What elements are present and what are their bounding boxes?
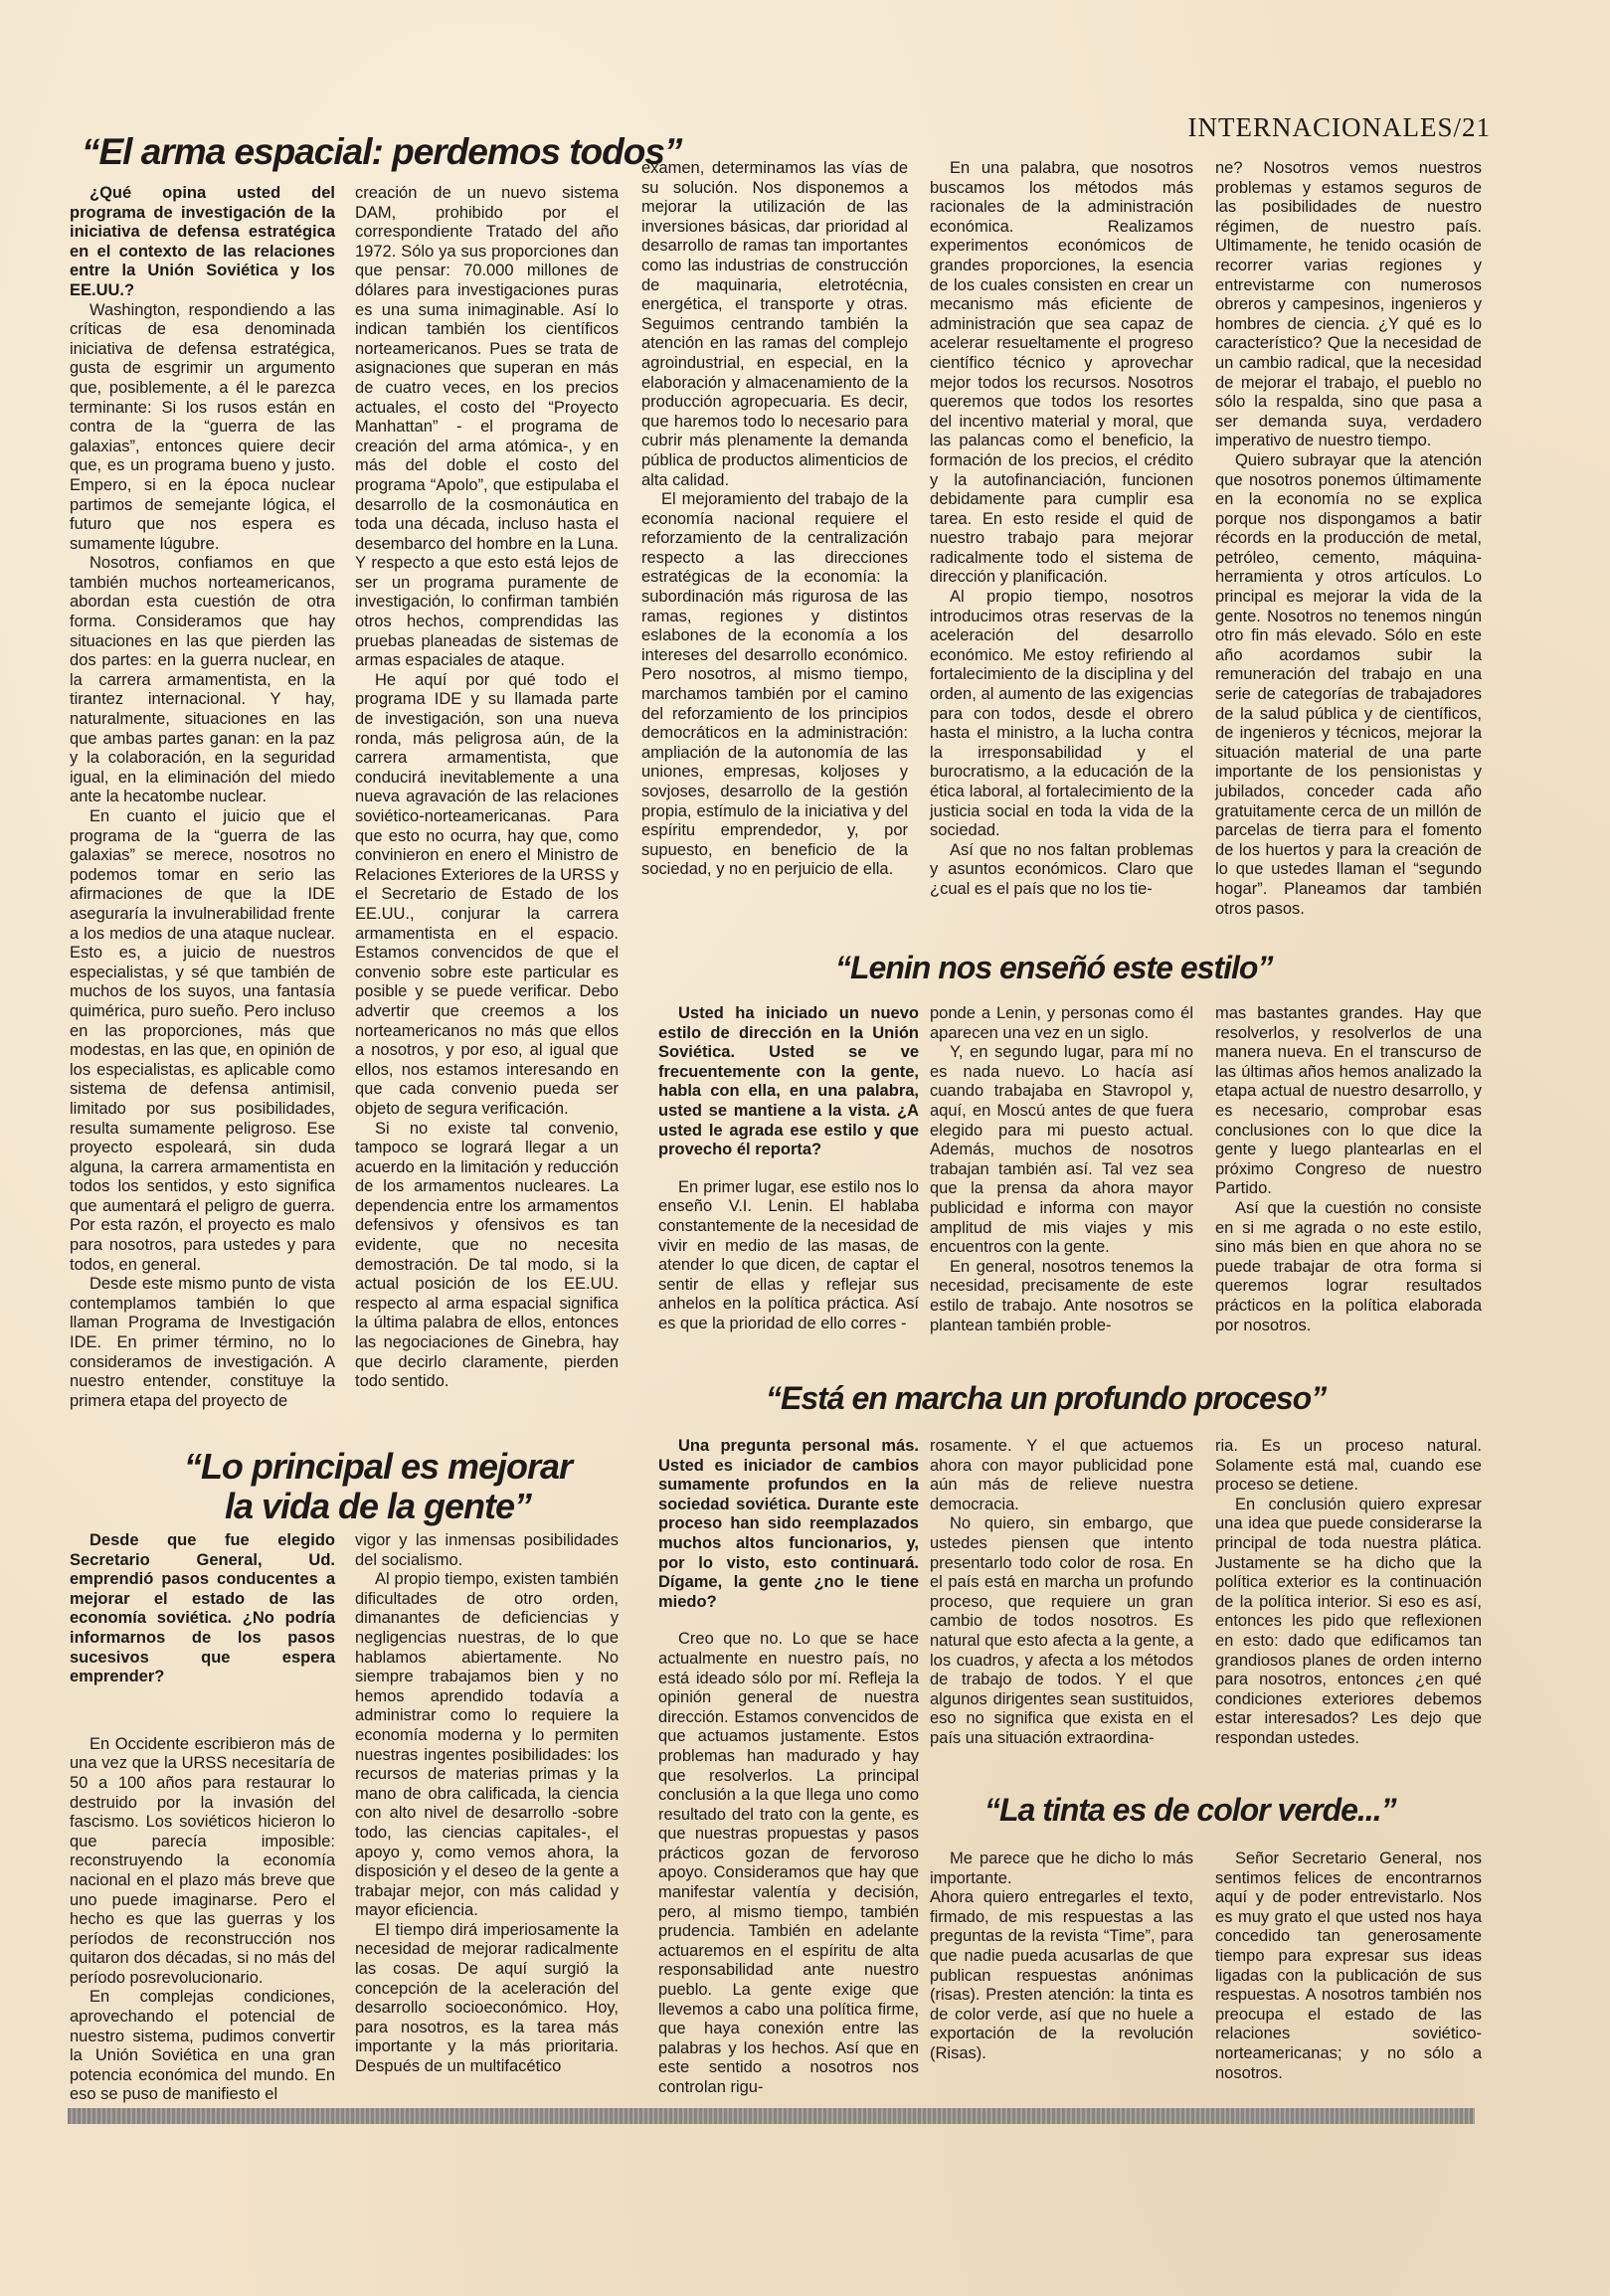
paragraph: Creo que no. Lo que se hace actualmente en nuestro país, no está ideado sólo por mí. Refleja la opinión general de nuestra dirección. Estamos convencidos de que actuamos justamente. Estos problemas han madurado y hay que resolverlos. La principal conclusión a la que llega uno como resultado del trato con la gente, es que nuestras propuestas y pasos prácticos gozan de fervoroso apoyo. Consideramos que hay que manifestar valentía y decisión, pero, al mismo tiempo, también prudencia. También en adelante actuaremos en el espíritu de alta responsabilidad ante nuestro pueblo. La gente exige que llevemos a cabo una política firme, que haya conexión entre las palabras y los hechos. Así que en este sentido a nosotros nos controlan rigu- <box>658 1630 919 2096</box>
column-5-bottom <box>1215 1850 1482 2098</box>
column-1-top <box>70 184 335 1427</box>
paragraph: Al propio tiempo, existen también dificultades de otro orden, dimanantes de deficiencias y negligencias nuestras, de lo que hablamos abiertamente. No siempre trabajamos bien y no hemos aprendido todavía a administrar como lo requiere la economía moderna y lo permiten nuestras ingentes posibilidades: los recursos de materias primas y la mano de obra calificada, la ciencia con alto nivel de desarrollo -sobre todo, las ciencias capitales-, el apoyo y, como vemos ahora, la disposición y el deseo de la gente a trabajar mejor, con más calidad y mayor eficiencia. <box>355 1570 619 1920</box>
paragraph: El mejoramiento del trabajo de la economía nacional requiere el reforzamiento de la centralización respecto a las direcciones estratégicas de la economía: la subordinación más rigurosa de las ramas, regiones y distintos eslabones de la economía a los intereses del desarrollo económico. Pero nosotros, al mismo tiempo, marchamos también por el camino del reforzamiento de los principios democráticos en la administración: ampliación de la autonomía de las uniones, empresas, koljoses y sovjoses, desarrollo de la gestión propia, estímulo de la iniciativa y del espíritu emprendedor, y, por supuesto, en beneficio de la sociedad, y no en perjuicio de ella. <box>641 490 908 879</box>
paragraph: No quiero, sin embargo, que ustedes piensen que intento presentarlo todo color de rosa. En el país está en marcha un profundo proceso, que requiere un gran cambio de todos nosotros. Es natural que esto afecta a la gente, a los cuadros, y afecta a los métodos de trabajo de todos. Y el que algunos dirigentes sean sustituidos, eso no significa que exista en el país una situación extraordina- <box>930 1514 1193 1747</box>
paragraph: ne? Nosotros vemos nuestros problemas y estamos seguros de las posibilidades de nuestro régimen, de nuestro país. Ultimamente, he tenido ocasión de recorrer varias regiones y entrevistarme con numerosos obreros y campesinos, ingenieros y hombres de ciencia. ¿Y qué es lo característico? Que la necesidad de un cambio radical, que la necesidad de mejorar el trabajo, el pueblo no sólo la respalda, sino que pasa a ser demanda suya, verdadero imperativo de nuestro tiempo. <box>1215 159 1482 450</box>
headline-profundo-proceso: “Está en marcha un profundo proceso” <box>766 1380 1327 1416</box>
column-5-mid <box>1215 1004 1482 1342</box>
column-4-top <box>930 159 1193 955</box>
column-3-top <box>641 159 908 955</box>
interview-question: Desde que fue elegido Secretario General, Ud. emprendió pasos conducentes a mejorar el estado de las economía soviética. ¿No podría informarnos de los pasos sucesivos que espera emprender? <box>70 1531 335 1686</box>
bottom-rule <box>68 2108 1475 2124</box>
paragraph: ponde a Lenin, y personas como él aparecen una vez en un siglo. <box>930 1004 1193 1042</box>
section-page-header: INTERNACIONALES/21 <box>1187 112 1491 142</box>
paragraph: Al propio tiempo, nosotros introducimos otras reservas de la aceleración del desarrollo económico. Me estoy refiriendo al fortalecimiento de la disciplina y del orden, al aumento de las exigencias para con todos, desde el obrero hasta el ministro, a la lucha contra la irresponsabilidad y el burocratismo, a la educación de la ética laboral, al fortalecimiento de la justicia social en toda la vida de la sociedad. <box>930 588 1193 840</box>
paragraph: creación de un nuevo sistema DAM, prohibido por el correspondiente Tratado del año 1972. Sólo ya sus proporciones dan que pensar: 70.000 millones de dólares para investigaciones puras es una suma inimaginable. Así lo indican también los científicos norteamericanos. Pues se trata de asignaciones que superan en más de cuatro veces, en los precios actuales, el costo del “Proyecto Manhattan” - el programa de creación del arma atómica-, y en más del doble el costo del programa “Apolo”, que estipulaba el desarrollo de la cosmonáutica en toda una década, incluso hasta el desembarco del hombre en la Luna. Y respecto a que esto está lejos de ser un programa puramente de investigación, lo confirman también otros hechos, comprendidas las pruebas planeadas de sistemas de armas espaciales de ataque. <box>355 184 619 670</box>
interview-question: ¿Qué opina usted del programa de investigación de la iniciativa de defensa estratégica en el contexto de las relaciones entre la Unión Soviética y los EE.UU.? <box>70 184 335 299</box>
paragraph: mas bastantes grandes. Hay que resolverlos, y resolverlos de una manera nueva. En el transcurso de las últimas años hemos analizado la etapa actual de nuestro desarrollo, y es necesario, comprobar esas conclusiones con lo que dice la gente y luego plantearlas en el próximo Congreso de nuestro Partido. <box>1215 1004 1482 1198</box>
paragraph: Quiero subrayar que la atención que nosotros ponemos últimamente en la economía no se explica porque nos dispongamos a batir récords en la producción de metal, petróleo, cemento, máquina-herramienta y otros artículos. Lo principal es mejorar la vida de la gente. Nosotros no tenemos ningún otro fin más elevado. Sólo en este año acordamos subir la remuneración del trabajo en una serie de categorías de trabajadores de la salud pública y de científicos, de ingenieros y técnicos, mejorar la situación material de una parte importante de los pensionistas y jubilados, conceder cada año gratuitamente cerca de un millón de parcelas de tierra para el fomento de los huertos y para la creación de lo que ustedes llaman el “segundo hogar”. Planeamos dar también otros pasos. <box>1215 450 1482 918</box>
paragraph: En primer lugar, ese estilo nos lo enseño V.I. Lenin. El hablaba constantemente de la necesidad de vivir en medio de las masas, de atender lo que dicen, de captar el sentir de ellas y reflejar sus anhelos en la política práctica. Así es que la prioridad de ello corres - <box>658 1177 919 1332</box>
paragraph: Y, en segundo lugar, para mí no es nada nuevo. Lo hacía así cuando trabajaba en Stavropol y, aquí, en Moscú antes de que fuera elegido para mi puesto actual. Además, muchos de nosotros trabajan también así. Tal vez sea que la prensa da ahora mayor publicidad e informa con mayor amplitud de mis viajes y mis encuentros con la gente. <box>930 1043 1193 1257</box>
interview-question: Usted ha iniciado un nuevo estilo de dirección en la Unión Soviética. Usted se ve frecuentemente con la gente, habla con ella, en una palabra, usted se mantiene a la vista. ¿A usted le agrada ese estilo y que provecho él reporta? <box>658 1004 919 1159</box>
interview-question: Una pregunta personal más. Usted es iniciador de cambios sumamente profundos en la sociedad soviética. Durante este proceso han sido reemplazados muchos altos funcionarios, y, por lo visto, esto continuará. Dígame, la gente ¿no le tiene miedo? <box>658 1437 919 1611</box>
headline-arma-espacial: “El arma espacial: perdemos todos” <box>82 131 682 172</box>
headline-lo-principal <box>149 1447 607 1526</box>
column-3-mid <box>658 1004 919 1332</box>
column-4-mid <box>930 1004 1193 1332</box>
paragraph: En complejas condiciones, aprovechando el potencial de nuestro sistema, pudimos convertir la Unión Soviética en una gran potencia económica del mundo. En eso se puso de manifiesto el <box>70 1988 335 2104</box>
paragraph: Me parece que he dicho lo más importante. <box>930 1850 1193 1887</box>
paragraph: vigor y las inmensas posibilidades del socialismo. <box>355 1531 619 1569</box>
column-5-lower <box>1215 1437 1482 1780</box>
paragraph: En cuanto el juicio que el programa de la “guerra de las galaxias” se merece, nosotros no podemos tomar en serio las afirmaciones de que la IDE aseguraría la invulnerabilidad frente a los medios de una ataque nuclear. Esto es, a juicio de nuestros especialistas, y sé que también de muchos de los suyos, una fantasía quimérica, puro sueño. Pero incluso en las proporciones, más que modestas, en las que, en opinión de los especialistas, es aplicable como sistema de defensa antimisil, limitado por sus posibilidades, resulta sumamente peligroso. Ese proyecto espoleará, sin duda alguna, la carrera armamentista en todos los sentidos, y esto significa que aumentará el peligro de guerra. Por esta razón, el proyecto es malo para nosotros, para ustedes y para todos, en general. <box>70 807 335 1274</box>
column-4-lower <box>930 1437 1193 1780</box>
headline-lenin: “Lenin nos enseñó este estilo” <box>835 950 1273 985</box>
paragraph: Si no existe tal convenio, tampoco se logrará llegar a un acuerdo en la limitación y reducción de los armamentos nucleares. La dependencia entre los armamentos defensivos y ofensivos es tan evidente, que no necesita demostración. De tal modo, si la actual posición de los EE.UU. respecto al arma espacial significa la última palabra de ellos, entonces las negociaciones de Ginebra, hay que decirlo claramente, pierden todo sentido. <box>355 1119 619 1391</box>
column-1-bottom <box>70 1531 335 2104</box>
paragraph: En conclusión quiero expresar una idea que puede considerarse la principal de toda nuestra plática. Justamente se ha dicho que la política exterior es la continuación de la política interior. Si eso es así, entonces les pido que reflexionen en esto: dado que edificamos tan grandiosos planes de orden interno para nosotros, entonces ¿en qué condiciones exteriores debemos estar interesados? Les dejo que respondan ustedes. <box>1215 1495 1482 1747</box>
paragraph: En Occidente escribieron más de una vez que la URSS necesitaría de 50 a 100 años para restaurar lo destruido por la invasión del fascismo. Los soviéticos hicieron lo que parecía imposible: reconstruyendo la economía nacional en el plazo más breve que uno puede imaginarse. Pero el hecho es que las guerras y los períodos de reconstrucción nos quitaron dos décadas, si no más del período posrevolucionario. <box>70 1734 335 1987</box>
paragraph: Así que no nos faltan problemas y asuntos económicos. Claro que ¿cual es el país que no los tie- <box>930 840 1193 898</box>
headline-line: la vida de la gente” <box>224 1486 532 1526</box>
paragraph: examen, determinamos las vías de su solución. Nos disponemos a mejorar la utilización de las inversiones básicas, dar prioridad al desarrollo de ramas tan importantes como las industrias de construcción de maquinaria, eletrotécnia, energética, el transporte y otras. Seguimos centrando también la atención en las ramas del complejo agroindustrial, en especial, en la elaboración y almacenamiento de la producción agropecuaria. Es decir, que haremos todo lo necesario para cubrir más plenamente la demanda pública de productos alimenticios de alta calidad. <box>641 159 908 489</box>
headline-line: “Lo principal es mejorar <box>183 1446 573 1487</box>
column-3-lower <box>658 1437 919 2096</box>
paragraph: En general, nosotros tenemos la necesidad, precisamente de este estilo de trabajo. Ante nosotros se plantean también proble- <box>930 1257 1193 1334</box>
paragraph: El tiempo dirá imperiosamente la necesidad de mejorar radicalmente las cosas. De aquí surgió la concepción de la aceleración del desarrollo socioeconómico. Hoy, para nosotros, es la tarea más importante y la más prioritaria. Después de un multifacético <box>355 1920 619 2076</box>
paragraph: Señor Secretario General, nos sentimos felices de encontrarnos aquí y de poder entrevistarlo. Nos es muy grato el que usted nos haya concedido tan generosamente tiempo para expresar sus ideas ligadas con la publicación de sus respuestas. A nosotros también nos preocupa el estado de las relaciones soviético-norteamericanas; y no sólo a nosotros. <box>1215 1850 1482 2082</box>
paragraph: Ahora quiero entregarles el texto, firmado, de mis respuestas a las preguntas de la revista “Time”, para que nadie pueda acusarlas de que publican respuestas anónimas (risas). Presten atención: la tinta es de color verde, así que no huele a exportación de la revolución (Risas). <box>930 1888 1193 2062</box>
headline-tinta-verde: “La tinta es de color verde...” <box>984 1792 1396 1828</box>
paragraph: He aquí por qué todo el programa IDE y su llamada parte de investigación, son una nueva ronda, más peligrosa aún, de la carrera armamentista, que conducirá inevitablemente a una nueva agravación de las relaciones soviético-norteamericanas. Para que esto no ocurra, hay que, como convinieron en enero el Ministro de Relaciones Exteriores de la URSS y el Secretario de Estado de los EE.UU., conjurar la carrera armamentista en el espacio. Estamos convencidos de que el convenio sobre este particular es posible y se puede verificar. Debo advertir que creemos a los norteamericanos no más que ellos a nosotros, y por eso, al igual que ellos, nos estamos interesando en que cada convenio pueda ser objeto de segura verificación. <box>355 670 619 1118</box>
paragraph: Washington, respondiendo a las críticas de esa denominada iniciativa de defensa estratégica, gusta de esgrimir un argumento que, posiblemente, a él le parezca terminante: Si los rusos están en contra de la “guerra de las galaxias”, entonces quiere decir que, es un programa bueno y justo. Empero, si en la época nuclear partimos de semejante lógica, el futuro que nos espera es sumamente lúgubre. <box>70 300 335 553</box>
column-5-top <box>1215 159 1482 955</box>
paragraph: En una palabra, que nosotros buscamos los métodos más racionales de la administración económica. Realizamos experimentos económicos de grandes proporciones, la esencia de los cuales consisten en crear un mecanismo más eficiente de administración que sea capaz de acelerar resueltamente el progreso científico técnico y aprovechar mejor todos los recursos. Nosotros queremos que todos los resortes del incentivo material y moral, que las palancas como el beneficio, la formación de los precios, el crédito y la autofinanciación, funcionen debidamente para cumplir esa tarea. En esto reside el quid de nuestro trabajo para mejorar radicalmente todo el sistema de dirección y planificación. <box>930 159 1193 587</box>
paragraph: Desde este mismo punto de vista contemplamos también lo que llaman Programa de Investigación IDE. En primer término, no lo consideramos de investigación. A nuestro entender, constituye la primera etapa del proyecto de <box>70 1275 335 1410</box>
paragraph: Así que la cuestión no consiste en si me agrada o no este estilo, sino más bien en que ahora no se puede trabajar de otra forma si queremos lograr resultados prácticos en la política elaborada por nosotros. <box>1215 1198 1482 1334</box>
paragraph: ria. Es un proceso natural. Solamente está mal, cuando ese proceso se detiene. <box>1215 1437 1482 1495</box>
paragraph: Nosotros, confiamos en que también muchos norteamericanos, abordan esta cuestión de otra forma. Consideramos que hay situaciones en las que pierden las dos partes: en la guerra nuclear, en la carrera armamentista, en la tirantez internacional. Y hay, naturalmente, situaciones en las que ambas partes ganan: en la paz y la colaboración, en la seguridad igual, en la eliminación del miedo ante la hecatombe nuclear. <box>70 554 335 806</box>
paragraph: rosamente. Y el que actuemos ahora con mayor publicidad pone aún más de relieve nuestra democracia. <box>930 1437 1193 1513</box>
column-2-bottom <box>355 1531 619 2088</box>
column-4-bottom <box>930 1850 1193 2098</box>
column-2-top <box>355 184 619 1437</box>
